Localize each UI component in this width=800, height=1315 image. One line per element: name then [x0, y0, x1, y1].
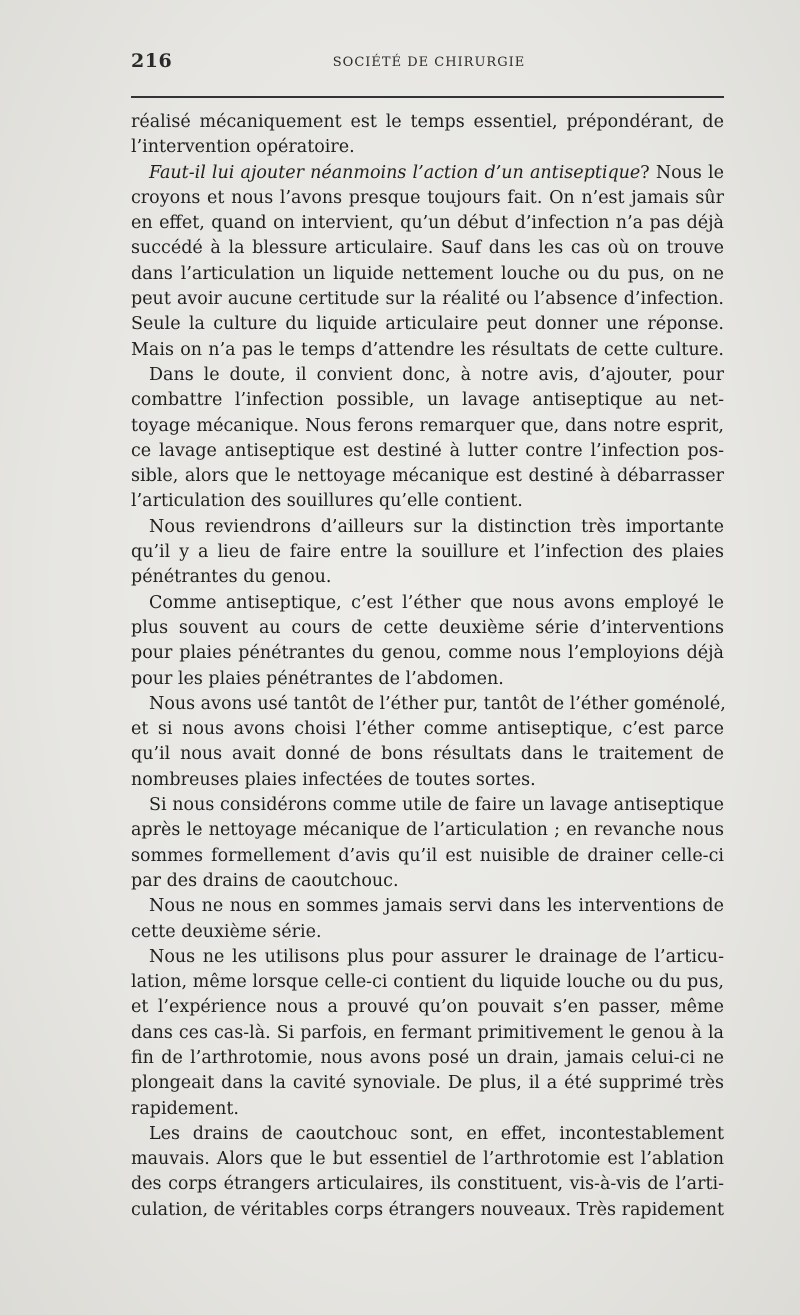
text-line: peut avoir aucune certitude sur la réalité ou l’absence d’infection. [131, 289, 724, 310]
text-line: mauvais. Alors que le but essentiel de l’arthrotomie est l’ablation [131, 1149, 724, 1170]
italic-phrase: Faut-il lui ajouter néanmoins l’action d’un antiseptique [149, 162, 641, 183]
text-line: plus souvent au cours de cette deuxième série d’interventions [131, 617, 724, 638]
text-line: Les drains de caoutchouc sont, en effet, incontestablement [149, 1123, 724, 1144]
running-title: SOCIÉTÉ DE CHIRURGIE [332, 55, 526, 70]
text-line: toyage mécanique. Nous ferons remarquer que, dans notre esprit, [131, 415, 724, 436]
text-line: Dans le doute, il convient donc, à notre avis, d’ajouter, pour [149, 364, 724, 385]
text-line: Nous ne les utilisons plus pour assurer le drainage de l’articu- [149, 946, 724, 967]
text-line: sible, alors que le nettoyage mécanique est destiné à débarrasser [131, 466, 724, 487]
text-line: et si nous avons choisi l’éther comme antiseptique, c’est parce [131, 719, 724, 740]
text-line: rapidement. [131, 1098, 239, 1119]
line-continuation: ? Nous le [640, 162, 725, 183]
text-line: qu’il y a lieu de faire entre la souillure et l’infection des plaies [131, 542, 724, 563]
text-line: Nous avons usé tantôt de l’éther pur, tantôt de l’éther goménolé, [149, 693, 726, 714]
text-line: pénétrantes du genou. [131, 567, 332, 588]
text-line: croyons et nous l’avons presque toujours fait. On n’est jamais sûr [131, 187, 724, 208]
text-line: après le nettoyage mécanique de l’articulation ; en revanche nous [131, 820, 724, 841]
text-line: et l’expérience nous a prouvé qu’on pouvait s’en passer, même [131, 997, 724, 1018]
text-line: Comme antiseptique, c’est l’éther que nous avons employé le [149, 592, 724, 613]
text-line: qu’il nous avait donné de bons résultats dans le traitement de [131, 744, 724, 765]
text-line: Si nous considérons comme utile de faire un lavage antiseptique [149, 795, 724, 816]
text-line: plongeait dans la cavité synoviale. De plus, il a été supprimé très [131, 1073, 724, 1094]
text-line: réalisé mécaniquement est le temps essentiel, prépondérant, de [131, 112, 724, 132]
header-rule [131, 96, 724, 98]
page-header [131, 50, 727, 74]
text-line: l’intervention opératoire. [131, 137, 355, 158]
text-line: sommes formellement d’avis qu’il est nuisible de drainer celle-ci [131, 845, 724, 866]
text-line: ce lavage antiseptique est destiné à lutter contre l’infection pos- [131, 440, 724, 461]
text-line: Nous ne nous en sommes jamais servi dans les interventions de [149, 896, 724, 917]
text-line: combattre l’infection possible, un lavage antiseptique au net- [131, 390, 724, 411]
text-line: Seule la culture du liquide articulaire peut donner une réponse. [131, 314, 724, 335]
text-line: Nous reviendrons d’ailleurs sur la distinction très importante [149, 516, 724, 537]
text-line: succédé à la blessure articulaire. Sauf dans les cas où on trouve [131, 238, 724, 259]
text-line: fin de l’arthrotomie, nous avons posé un drain, jamais celui-ci ne [131, 1047, 724, 1068]
text-line: cette deuxième série. [131, 921, 322, 942]
text-line: Mais on n’a pas le temps d’attendre les résultats de cette culture. [131, 339, 724, 360]
text-line: par des drains de caoutchouc. [131, 870, 399, 891]
text-line: dans ces cas-là. Si parfois, en fermant primitivement le genou à la [131, 1022, 724, 1043]
text-line: lation, même lorsque celle-ci contient du liquide louche ou du pus, [131, 972, 724, 993]
text-line: culation, de véritables corps étrangers nouveaux. Très rapidement [131, 1199, 724, 1220]
text-line: des corps étrangers articulaires, ils constituent, vis-à-vis de l’arti- [131, 1174, 724, 1195]
text-line: pour les plaies pénétrantes de l’abdomen. [131, 668, 504, 689]
body-text [131, 110, 724, 1223]
text-line: en effet, quand on intervient, qu’un début d’infection n’a pas déjà [131, 213, 724, 234]
page-number: 216 [131, 50, 173, 72]
text-line: dans l’articulation un liquide nettement louche ou du pus, on ne [131, 263, 724, 284]
text-line: nombreuses plaies infectées de toutes sortes. [131, 769, 536, 790]
text-line: l’articulation des souillures qu’elle contient. [131, 491, 523, 512]
text-line: pour plaies pénétrantes du genou, comme nous l’employions déjà [131, 643, 724, 664]
text-line [131, 161, 724, 186]
